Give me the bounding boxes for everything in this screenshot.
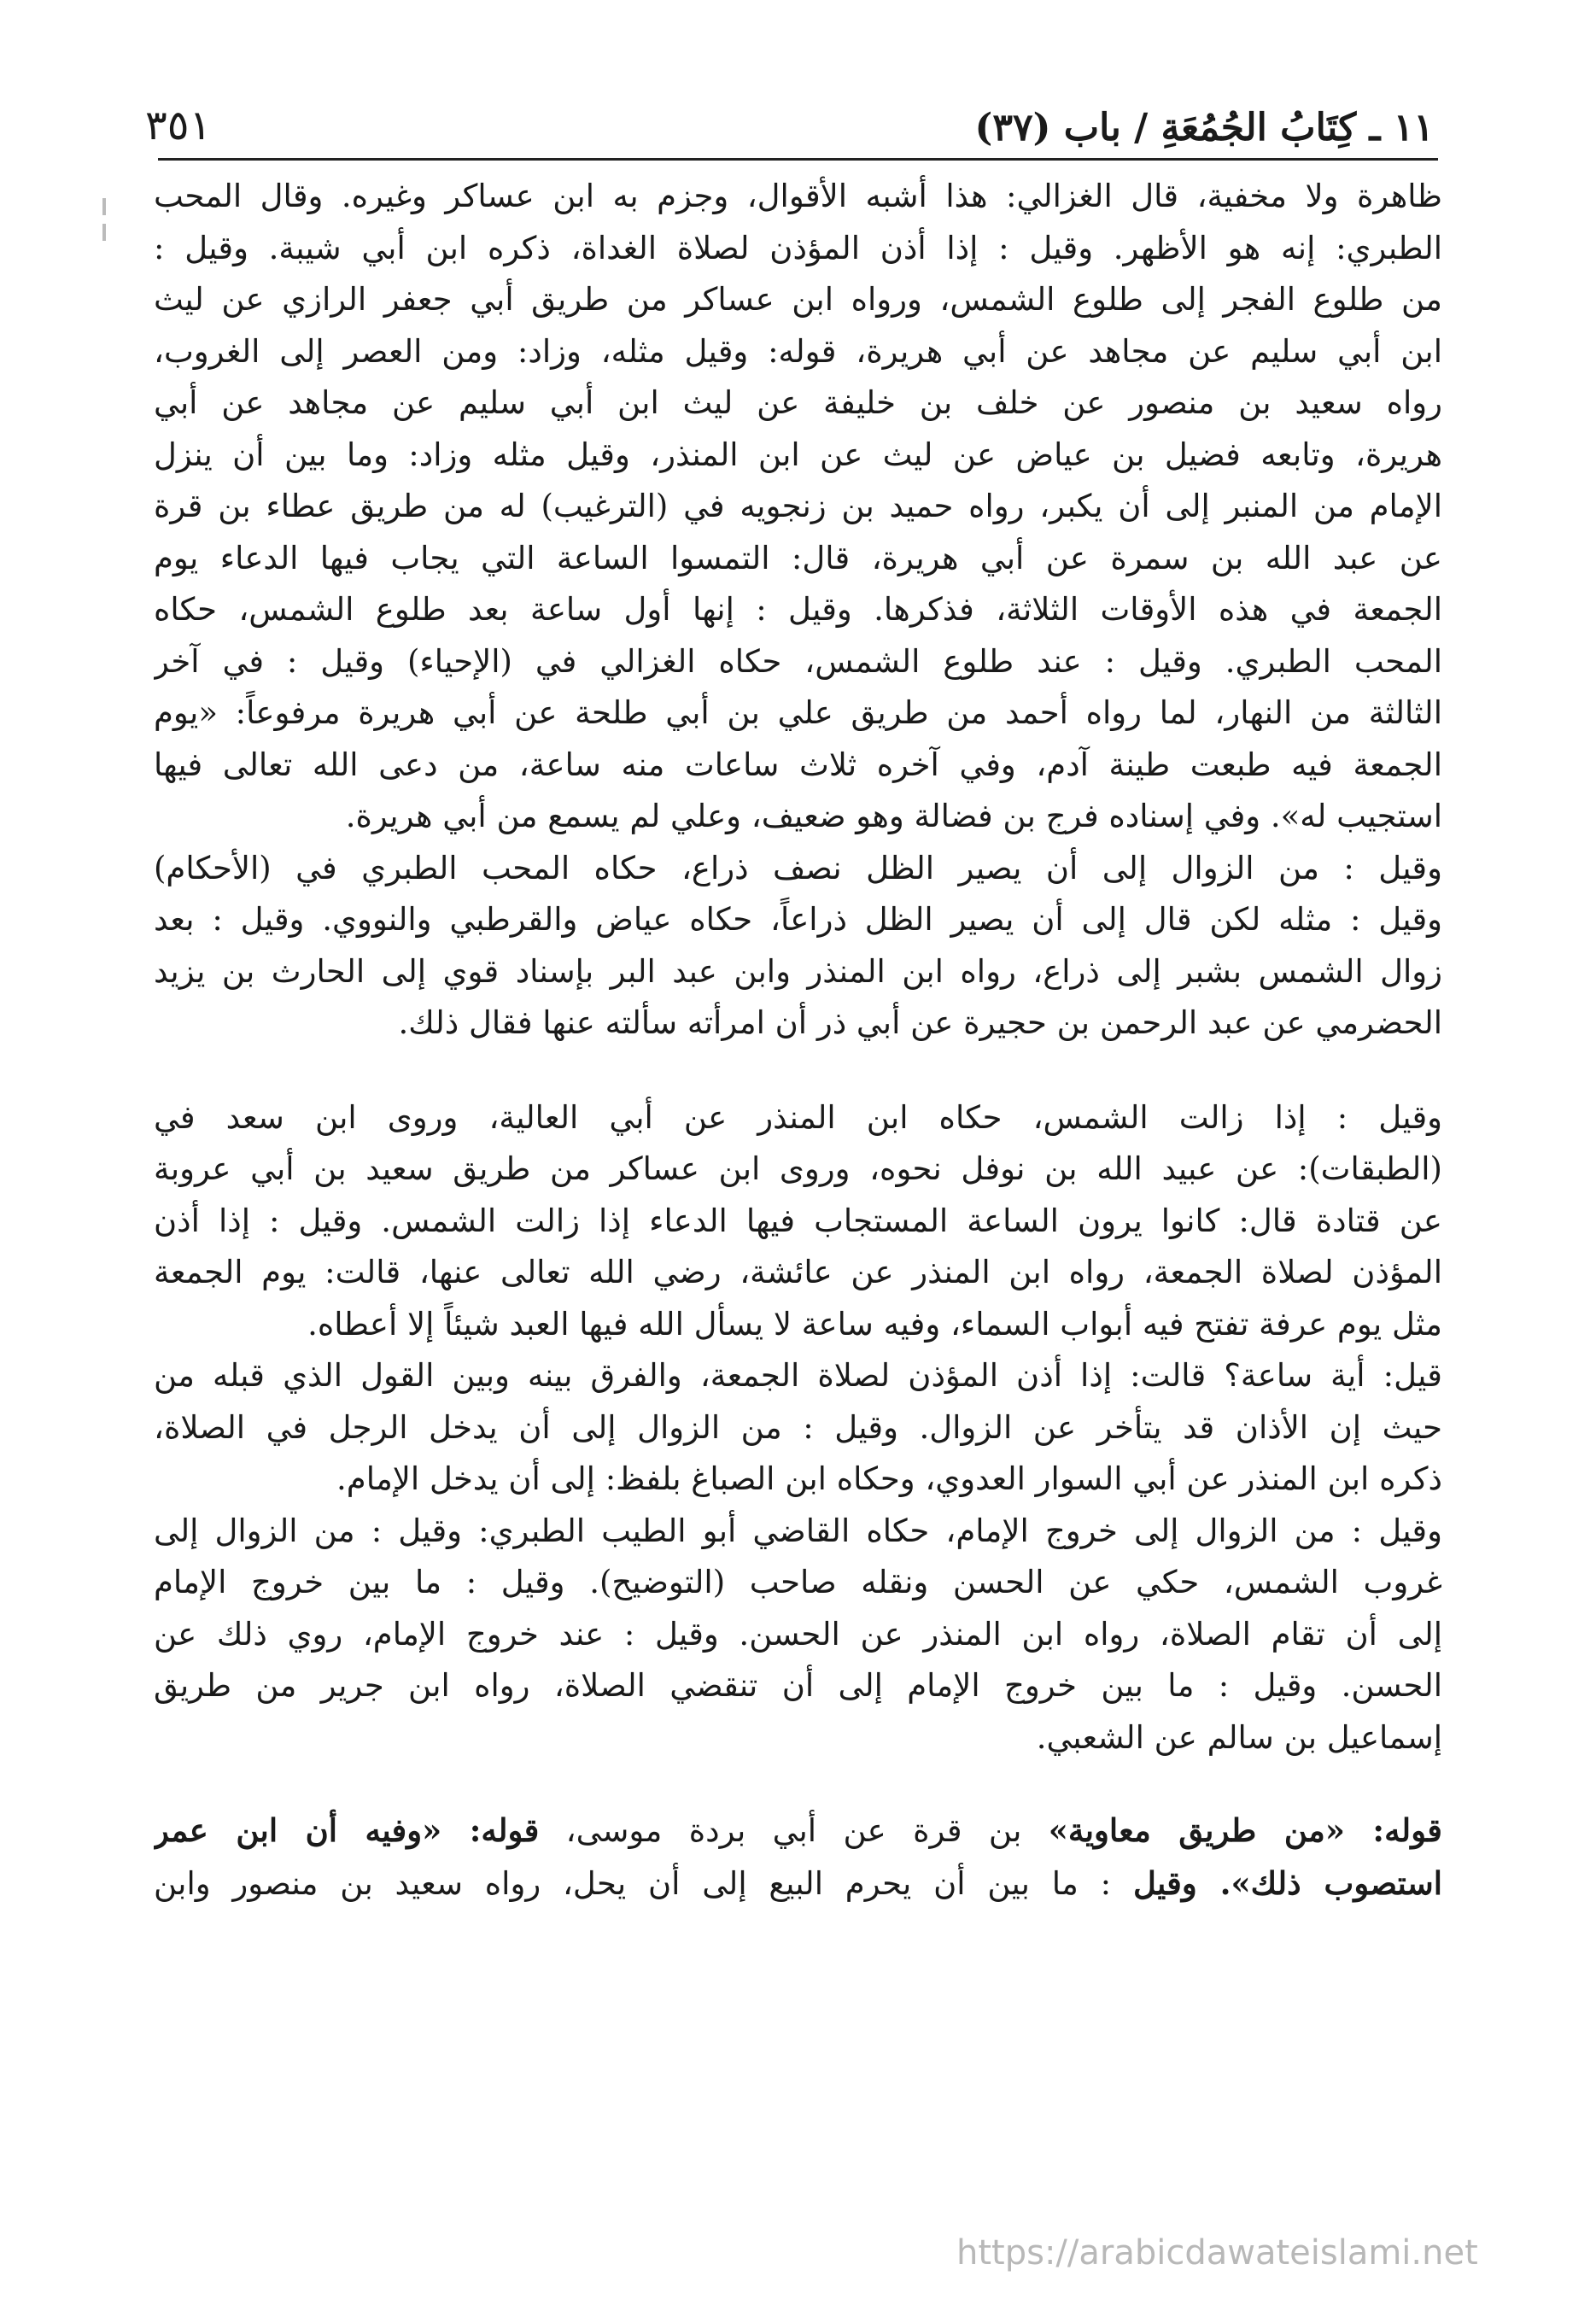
quoted-phrase: استصوب ذلك». xyxy=(1219,1864,1442,1902)
page-number: ٣٥١ xyxy=(145,102,212,149)
paragraph-2 xyxy=(154,1092,1442,1764)
text-line: الجمعة في هذه الأوقات الثلاثة، فذكرها. وقيل : إنها أول ساعة بعد طلوع الشمس، حكاه xyxy=(154,591,1442,628)
text-line: وقيل : من الزوال إلى أن يصير الظل نصف ذراع، حكاه المحب الطبري في (الأحكام) xyxy=(154,849,1442,886)
text-line: ظاهرة ولا مخفية، قال الغزالي: هذا أشبه الأقوال، وجزم به ابن عساكر وغيره. وقال المحب xyxy=(154,178,1442,214)
text-line: وقيل : مثله لكن قال إلى أن يصير الظل ذراعاً، حكاه عياض والقرطبي والنووي. وقيل : بعد xyxy=(154,901,1442,938)
text-line: الثالثة من النهار، لما رواه أحمد من طريق علي بن أبي طلحة عن أبي هريرة مرفوعاً: «يوم xyxy=(154,694,1442,731)
watermark-url: https://arabicdawateislami.net xyxy=(956,2233,1478,2273)
text-line: غروب الشمس، حكي عن الحسن ونقله صاحب (التوضيح). وقيل : ما بين خروج الإمام xyxy=(154,1564,1442,1600)
margin-mark xyxy=(102,198,106,215)
text-line: الجمعة فيه طبعت طينة آدم، وفي آخره ثلاث ساعات منه ساعة، من دعى الله تعالى فيها xyxy=(154,746,1442,783)
text-line: الطبري: إنه هو الأظهر. وقيل : إذا أذن المؤذن لصلاة الغداة، ذكره ابن أبي شيبة. وقيل : xyxy=(154,229,1442,266)
text-line: استجيب له». وفي إسناده فرج بن فضالة وهو ضعيف، وعلي لم يسمع من أبي هريرة. xyxy=(345,798,1442,834)
paragraph-spacer xyxy=(154,1050,1442,1092)
text-line: عن عبد الله بن سمرة عن أبي هريرة، قال: التمسوا الساعة التي يجاب فيها الدعاء يوم xyxy=(154,539,1442,576)
text-line: (الطبقات): عن عبيد الله بن نوفل نحوه، وروى ابن عساكر من طريق سعيد بن أبي عروبة xyxy=(154,1150,1442,1187)
quoted-phrase: قوله: «من طريق معاوية» xyxy=(1048,1811,1442,1849)
text-run: : ما بين أن يحرم البيع إلى أن يحل، رواه سعيد بن منصور وابن xyxy=(154,1864,1133,1902)
text-line: وقيل : إذا زالت الشمس، حكاه ابن المنذر عن أبي العالية، وروى ابن سعد في xyxy=(154,1098,1442,1136)
text-line: الحضرمي عن عبد الرحمن بن حجيرة عن أبي ذر أن امرأته سألته عنها فقال ذلك. xyxy=(398,1004,1442,1041)
text-line: المؤذن لصلاة الجمعة، رواه ابن المنذر عن عائشة، رضي الله تعالى عنها، قالت: يوم الجمعة xyxy=(154,1254,1442,1290)
text-line: رواه سعيد بن منصور عن خلف بن خليفة عن ليث ابن أبي سليم عن مجاهد عن أبي xyxy=(154,384,1442,421)
paragraph-spacer xyxy=(154,1764,1442,1805)
paragraph-3 xyxy=(154,1805,1442,1910)
text-line: هريرة، وتابعه فضيل بن عياض عن ليث عن ابن المنذر، وقيل مثله وزاد: وما بين أن ينزل xyxy=(154,436,1442,473)
text-line: إلى أن تقام الصلاة، رواه ابن المنذر عن الحسن. وقيل : عند خروج الإمام، روي ذلك عن xyxy=(154,1615,1442,1653)
running-title: ١١ ـ كِتَابُ الجُمُعَةِ / باب (٣٧) xyxy=(974,106,1434,149)
body-text xyxy=(154,171,1442,1910)
page-header xyxy=(145,90,1434,149)
text-line: إسماعيل بن سالم عن الشعبي. xyxy=(1036,1718,1442,1756)
text-line: مثل يوم عرفة تفتح فيه أبواب السماء، وفيه ساعة لا يسأل الله فيها العبد شيئاً إلا أعطاه. xyxy=(307,1305,1442,1343)
text-line: ابن أبي سليم عن مجاهد عن أبي هريرة، قوله: وقيل مثله، وزاد: ومن العصر إلى الغروب، xyxy=(154,332,1442,370)
text-line: زوال الشمس بشبر إلى ذراع، رواه ابن المنذر وابن عبد البر بإسناد قوي إلى الحارث بن يزيد xyxy=(154,952,1442,990)
keyword: وقيل xyxy=(1132,1864,1220,1902)
header-divider xyxy=(158,158,1438,161)
text-line: ذكره ابن المنذر عن أبي السوار العدوي، وحكاه ابن الصباغ بلفظ: إلى أن يدخل الإمام. xyxy=(336,1460,1442,1497)
text-line xyxy=(154,1805,1442,1858)
text-line: وقيل : من الزوال إلى خروج الإمام، حكاه القاضي أبو الطيب الطبري: وقيل : من الزوال إلى xyxy=(154,1512,1442,1549)
text-line: الإمام من المنبر إلى أن يكبر، رواه حميد بن زنجويه في (الترغيب) له من طريق عطاء بن قرة xyxy=(154,488,1442,524)
text-line: حيث إن الأذان قد يتأخر عن الزوال. وقيل : من الزوال إلى أن يدخل الرجل في الصلاة، xyxy=(154,1408,1442,1446)
paragraph-1 xyxy=(154,171,1442,1050)
text-line: المحب الطبري. وقيل : عند طلوع الشمس، حكاه الغزالي في (الإحياء) وقيل : في آخر xyxy=(154,642,1442,680)
text-run: بن قرة عن أبي بردة موسى، xyxy=(539,1812,1049,1849)
text-line xyxy=(154,1858,1442,1910)
text-line: عن قتادة قال: كانوا يرون الساعة المستجاب فيها الدعاء إذا زالت الشمس. وقيل : إذا أذن xyxy=(154,1202,1442,1239)
quoted-phrase: قوله: «وفيه أن ابن عمر xyxy=(154,1811,540,1849)
text-line: قيل: أية ساعة؟ قالت: إذا أذن المؤذن لصلاة الجمعة، والفرق بينه وبين القول الذي قبله من xyxy=(154,1357,1442,1394)
margin-mark xyxy=(102,224,106,241)
text-line: من طلوع الفجر إلى طلوع الشمس، ورواه ابن عساكر من طريق أبي جعفر الرازي عن ليث xyxy=(154,281,1442,318)
text-line: الحسن. وقيل : ما بين خروج الإمام إلى أن تنقضي الصلاة، رواه ابن جرير من طريق xyxy=(154,1667,1442,1704)
